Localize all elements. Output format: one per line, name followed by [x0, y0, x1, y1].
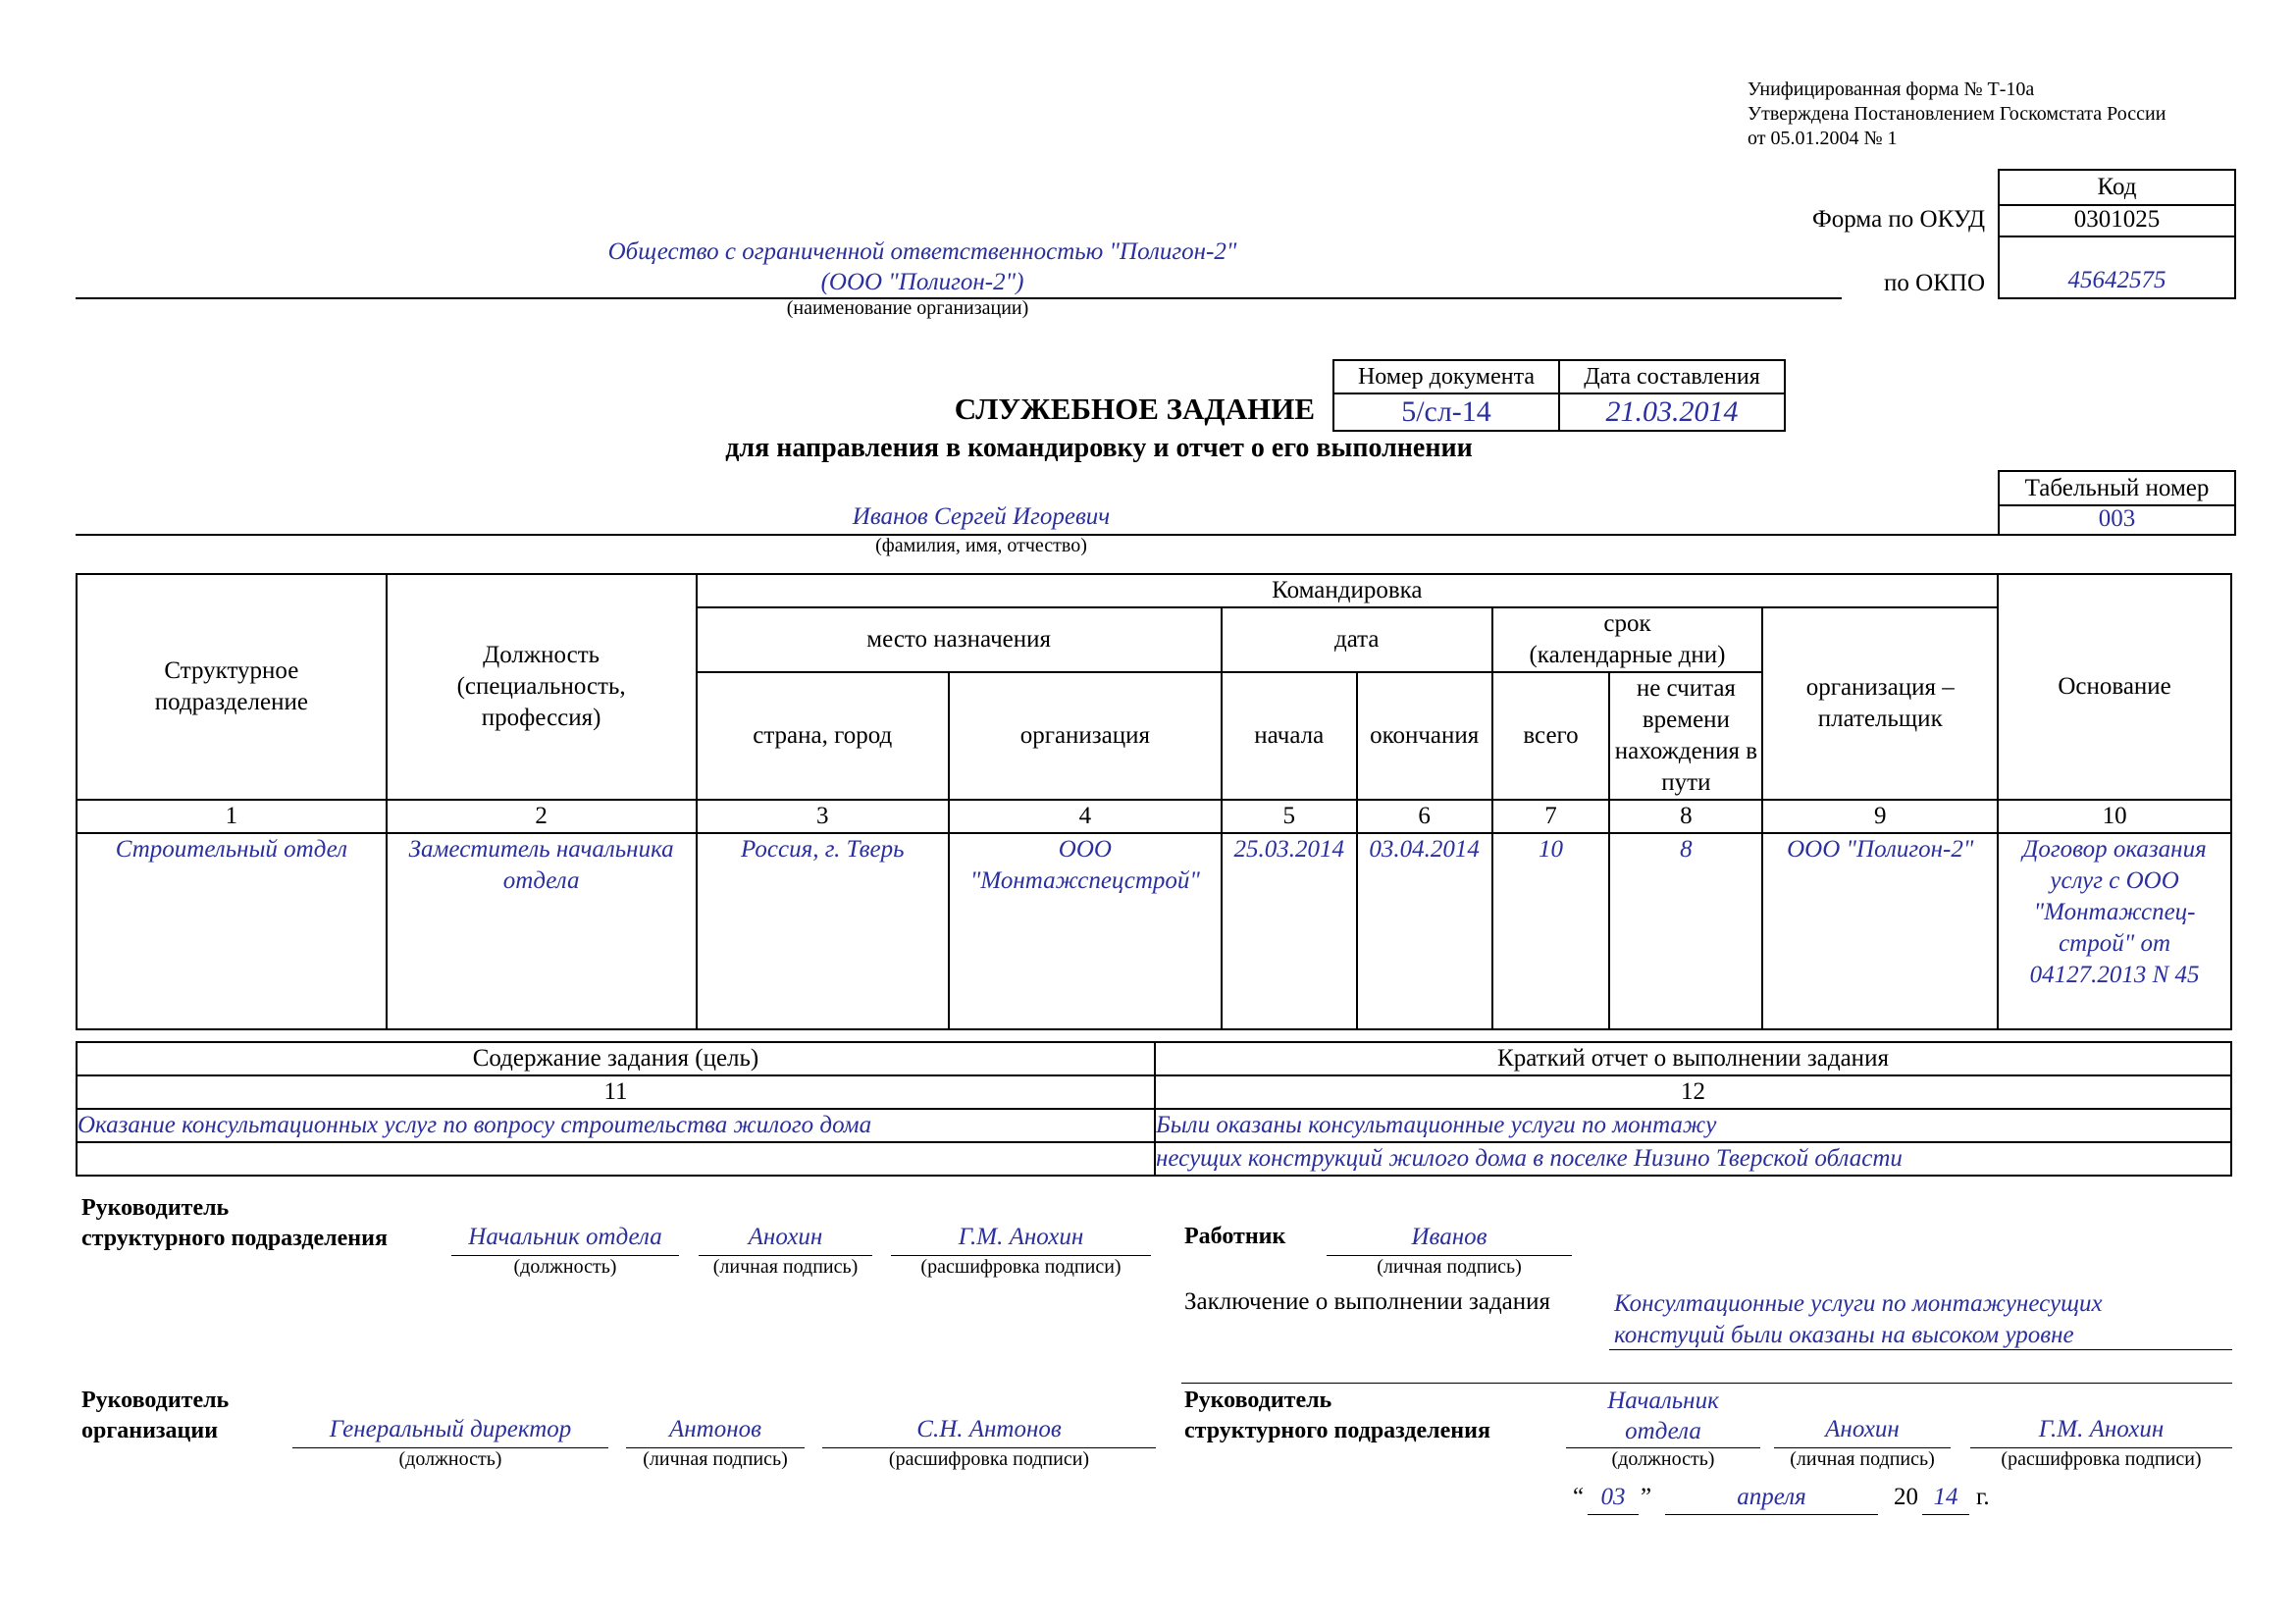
- head-org-label-line1: Руководитель: [81, 1388, 230, 1413]
- conclusion-label: Заключение о выполнении задания: [1184, 1288, 1551, 1315]
- worker-sign: Иванов: [1411, 1224, 1487, 1250]
- ho-sign: Антонов: [669, 1416, 761, 1442]
- task-report-line2: несущих конструкций жилого дома в поселке Низино Тверской области: [1155, 1142, 2231, 1176]
- row-country: Россия, г. Тверь: [697, 833, 949, 1029]
- task-num-11: 11: [77, 1075, 1155, 1109]
- doc-number-value: 5/сл-14: [1333, 393, 1559, 431]
- total-header: всего: [1492, 672, 1610, 800]
- conclusion-line-2: [1181, 1383, 2232, 1384]
- trip-header: Командировка: [697, 574, 1999, 607]
- date-month: апреля: [1737, 1484, 1806, 1510]
- hs-position: Начальник отдела: [468, 1224, 662, 1250]
- task-report-header: Краткий отчет о выполнении задания: [1155, 1042, 2231, 1075]
- col-num: 10: [1998, 800, 2231, 833]
- document-subtitle: для направления в командировку и отчет о его выполнении: [725, 433, 1473, 463]
- ho-decode-caption: (расшифровка подписи): [888, 1448, 1090, 1470]
- col-num: 6: [1357, 800, 1492, 833]
- col-position-header: Должность (специальность, профессия): [387, 574, 697, 800]
- hs-position-caption: (должность): [513, 1256, 617, 1278]
- doc-number-table: [1332, 359, 1786, 432]
- ho-sign-caption: (личная подпись): [643, 1448, 788, 1470]
- row-end: 03.04.2014: [1357, 833, 1492, 1029]
- term-header-line1: срок: [1603, 610, 1651, 637]
- end-header: окончания: [1357, 672, 1492, 800]
- row-struct: Строительный отдел: [77, 833, 387, 1029]
- ho-position: Генеральный директор: [329, 1416, 572, 1442]
- col-num: 5: [1222, 800, 1357, 833]
- date-quote-close: ”: [1641, 1484, 1652, 1510]
- doc-number-label: Номер документа: [1333, 360, 1559, 393]
- col-num: 4: [949, 800, 1222, 833]
- tab-number-value: 003: [1998, 504, 2236, 536]
- col-num: 1: [77, 800, 387, 833]
- conclusion-line1: Консултационные услуги по монтажунесущих: [1614, 1290, 2103, 1317]
- tab-number-label: Табельный номер: [1998, 470, 2236, 506]
- rs-head-label-line1: Руководитель: [1184, 1388, 1332, 1413]
- okpo-value: 45642575: [1998, 236, 2236, 299]
- conclusion-line2: констуций были оказаны на высоком уровне: [1614, 1322, 2074, 1348]
- form-approval-date: от 05.01.2004 № 1: [1748, 128, 1898, 149]
- form-approval: Утверждена Постановлением Госкомстата России: [1748, 103, 2166, 125]
- ho-decode: С.Н. Антонов: [916, 1416, 1062, 1442]
- notravel-header: не считая времени нахождения в пути: [1609, 672, 1762, 800]
- date-quote-open: “: [1573, 1484, 1585, 1510]
- row-payer: ООО "Полигон-2": [1762, 833, 1998, 1029]
- hs-sign-caption: (личная подпись): [712, 1256, 859, 1278]
- col-num: 2: [387, 800, 697, 833]
- organization-name-line2: (ООО "Полигон-2"): [820, 269, 1024, 295]
- date-day-line: [1588, 1514, 1639, 1515]
- doc-date-value: 21.03.2014: [1559, 393, 1785, 431]
- org-header: организация: [949, 672, 1222, 800]
- form-number: Унифицированная форма № Т-10а: [1748, 79, 2035, 100]
- rs-position-line2: отдела: [1625, 1418, 1701, 1444]
- row-basis: Договор оказания услуг с ООО "Монтажспец-строй" от 04127.2013 N 45: [1998, 833, 2231, 1029]
- rs-position-caption: (должность): [1611, 1448, 1715, 1470]
- rs-head-label: [1184, 1386, 1490, 1446]
- hs-decode-caption: (расшифровка подписи): [920, 1256, 1122, 1278]
- row-start: 25.03.2014: [1222, 833, 1357, 1029]
- rs-head-label-line2: структурного подразделения: [1184, 1418, 1490, 1443]
- organization-caption: (наименование организации): [786, 297, 1029, 319]
- task-report-line1: Были оказаны консультационные услуги по монтажу: [1155, 1109, 2231, 1142]
- col-struct-header: Структурное подразделение: [77, 574, 387, 800]
- worker-label: Работник: [1184, 1224, 1286, 1249]
- task-num-12: 12: [1155, 1075, 2231, 1109]
- date-suffix: г.: [1976, 1484, 1990, 1510]
- rs-sign-caption: (личная подпись): [1790, 1448, 1935, 1470]
- head-org-label: [81, 1386, 229, 1446]
- rs-sign: Анохин: [1825, 1416, 1900, 1442]
- form-header: [1748, 75, 2296, 154]
- task-content: Оказание консультационных услуг по вопросу строительства жилого дома: [77, 1109, 1155, 1142]
- row-org: ООО "Монтажспецстрой": [949, 833, 1222, 1029]
- col-num: 7: [1492, 800, 1610, 833]
- dest-header: место назначения: [697, 607, 1222, 672]
- head-struct-label-line2: структурного подразделения: [81, 1226, 388, 1251]
- head-struct-label-line1: Руководитель: [81, 1195, 230, 1221]
- date-year: 14: [1933, 1484, 1958, 1510]
- country-header: страна, город: [697, 672, 949, 800]
- rs-position: [1566, 1386, 1760, 1446]
- hs-decode: Г.М. Анохин: [958, 1224, 1084, 1250]
- hs-sign: Анохин: [748, 1224, 823, 1250]
- worker-sign-caption: (личная подпись): [1377, 1256, 1522, 1278]
- head-struct-label: [81, 1193, 388, 1254]
- row-notravel: 8: [1609, 833, 1762, 1029]
- col-basis-header: Основание: [1998, 574, 2231, 800]
- start-header: начала: [1222, 672, 1357, 800]
- col-num: 8: [1609, 800, 1762, 833]
- employee-fio-caption: (фамилия, имя, отчество): [875, 535, 1087, 556]
- employee-fio: Иванов Сергей Игоревич: [852, 503, 1111, 530]
- task-content-empty: [77, 1142, 1155, 1176]
- date-day: 03: [1600, 1484, 1626, 1510]
- organization-name-line1: Общество с ограниченной ответственностью "Полигон-2": [607, 238, 1237, 265]
- row-total: 10: [1492, 833, 1610, 1029]
- term-header-line2: (календарные дни): [1529, 642, 1726, 668]
- task-content-header: Содержание задания (цель): [77, 1042, 1155, 1075]
- document-title: СЛУЖЕБНОЕ ЗАДАНИЕ: [954, 392, 1315, 426]
- conclusion-line-1: [1609, 1349, 2232, 1350]
- head-org-label-line2: организации: [81, 1418, 219, 1443]
- row-position: Заместитель начальника отдела: [387, 833, 697, 1029]
- task-table: [76, 1041, 2232, 1177]
- code-header: Код: [1998, 169, 2236, 206]
- date-year-line: [1922, 1514, 1969, 1515]
- rs-decode: Г.М. Анохин: [2038, 1416, 2165, 1442]
- payer-header: организация – плательщик: [1762, 607, 1998, 800]
- rs-decode-caption: (расшифровка подписи): [2001, 1448, 2202, 1470]
- col-num: 3: [697, 800, 949, 833]
- date-month-line: [1665, 1514, 1878, 1515]
- term-header: [1492, 607, 1763, 672]
- okud-value: 0301025: [1998, 204, 2236, 237]
- col-num: 9: [1762, 800, 1998, 833]
- rs-position-line1: Начальник: [1607, 1388, 1719, 1414]
- doc-date-label: Дата составления: [1559, 360, 1785, 393]
- date-header: дата: [1222, 607, 1492, 672]
- date-year-prefix: 20: [1894, 1484, 1918, 1510]
- conclusion-text: [1614, 1288, 2232, 1351]
- trip-table: [76, 573, 2232, 1030]
- okpo-label: по ОКПО: [1884, 270, 1985, 296]
- organization-name: [530, 236, 1315, 297]
- ho-position-caption: (должность): [398, 1448, 502, 1470]
- okud-label: Форма по ОКУД: [1812, 206, 1985, 233]
